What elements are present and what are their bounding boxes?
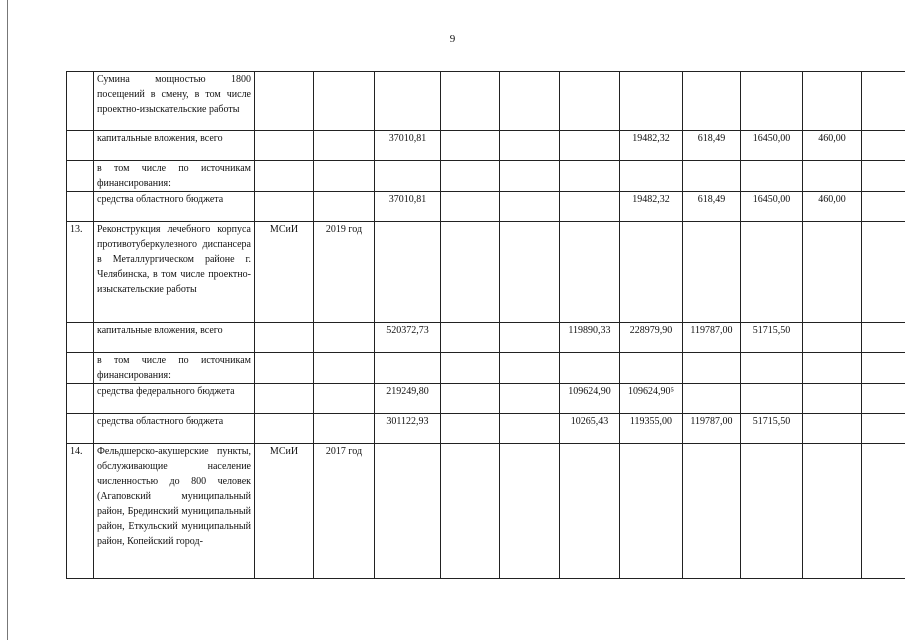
amount-cell: 16450,00 — [741, 131, 803, 161]
executor-cell: МСиИ — [255, 222, 314, 323]
amount-cell — [441, 384, 500, 414]
description-cell: Фельдшерско-акушерские пункты, обслуживающие население численностью до 800 человек (Агаповский муниципальный район, Брединский муниципальный район, Еткульский муниципальный район, Копейский город- — [94, 444, 255, 579]
amount-cell — [620, 353, 683, 384]
amount-cell — [741, 444, 803, 579]
amount-cell — [441, 222, 500, 323]
amount-cell: 51715,50 — [741, 323, 803, 353]
amount-cell: 109624,90 — [560, 384, 620, 414]
amount-cell: 119787,00 — [683, 414, 741, 444]
executor-cell — [255, 353, 314, 384]
description-cell: в том числе по источникам финансирования: — [94, 161, 255, 192]
amount-cell — [683, 72, 741, 131]
amount-cell — [862, 192, 905, 222]
amount-cell — [500, 192, 560, 222]
period-cell — [314, 192, 375, 222]
row-number-cell — [67, 414, 94, 444]
amount-cell: 37010,81 — [375, 192, 441, 222]
row-number-cell — [67, 72, 94, 131]
amount-cell: 618,49 — [683, 192, 741, 222]
amount-cell — [500, 131, 560, 161]
executor-cell — [255, 161, 314, 192]
amount-cell — [620, 222, 683, 323]
period-cell — [314, 161, 375, 192]
period-cell — [314, 323, 375, 353]
amount-cell: 19482,32 — [620, 192, 683, 222]
table-row — [67, 384, 905, 414]
amount-cell — [500, 384, 560, 414]
amount-cell — [803, 384, 862, 414]
amount-cell — [500, 444, 560, 579]
amount-cell — [741, 72, 803, 131]
amount-cell: 19482,32 — [620, 131, 683, 161]
description-cell: средства федерального бюджета — [94, 384, 255, 414]
amount-cell — [441, 131, 500, 161]
amount-cell: 119355,00 — [620, 414, 683, 444]
executor-cell — [255, 384, 314, 414]
amount-cell — [741, 384, 803, 414]
amount-cell — [803, 161, 862, 192]
executor-cell — [255, 414, 314, 444]
amount-cell — [375, 161, 441, 192]
row-number-cell — [67, 192, 94, 222]
description-cell: средства областного бюджета — [94, 414, 255, 444]
executor-cell — [255, 323, 314, 353]
table-body — [67, 72, 905, 579]
amount-cell — [803, 414, 862, 444]
amount-cell: 51715,50 — [741, 414, 803, 444]
row-number-cell: 13. — [67, 222, 94, 323]
row-number-cell — [67, 161, 94, 192]
amount-cell — [500, 161, 560, 192]
period-cell — [314, 353, 375, 384]
amount-cell — [375, 72, 441, 131]
amount-cell — [683, 161, 741, 192]
table-row — [67, 444, 905, 579]
period-cell — [314, 384, 375, 414]
amount-cell — [683, 444, 741, 579]
amount-cell — [741, 222, 803, 323]
row-number-cell — [67, 384, 94, 414]
row-number-cell: 14. — [67, 444, 94, 579]
row-number-cell — [67, 323, 94, 353]
amount-cell: 10265,43 — [560, 414, 620, 444]
amount-cell — [862, 414, 905, 444]
amount-cell — [441, 353, 500, 384]
executor-cell — [255, 72, 314, 131]
row-number-cell — [67, 131, 94, 161]
amount-cell — [862, 222, 905, 323]
amount-cell: 228979,90 — [620, 323, 683, 353]
executor-cell — [255, 192, 314, 222]
amount-cell — [500, 222, 560, 323]
amount-cell — [375, 222, 441, 323]
amount-cell — [741, 161, 803, 192]
amount-cell — [560, 131, 620, 161]
amount-cell — [560, 161, 620, 192]
investment-table — [66, 71, 905, 579]
amount-cell — [441, 72, 500, 131]
amount-cell — [862, 323, 905, 353]
description-cell: капитальные вложения, всего — [94, 131, 255, 161]
amount-cell — [375, 444, 441, 579]
amount-cell: 301122,93 — [375, 414, 441, 444]
amount-cell — [862, 444, 905, 579]
amount-cell — [683, 353, 741, 384]
table-row — [67, 222, 905, 323]
amount-cell — [803, 444, 862, 579]
amount-cell: 109624,90⁵ — [620, 384, 683, 414]
amount-cell — [803, 323, 862, 353]
amount-cell — [560, 444, 620, 579]
table-row — [67, 323, 905, 353]
amount-cell — [500, 353, 560, 384]
amount-cell — [803, 353, 862, 384]
amount-cell — [862, 72, 905, 131]
period-cell: 2019 год — [314, 222, 375, 323]
amount-cell: 119787,00 — [683, 323, 741, 353]
amount-cell: 460,00 — [803, 131, 862, 161]
amount-cell — [683, 222, 741, 323]
table-row — [67, 72, 905, 131]
description-cell: Сумина мощностью 1800 посещений в смену, в том числе проектно-изыскательские работы — [94, 72, 255, 131]
amount-cell — [560, 192, 620, 222]
amount-cell — [620, 161, 683, 192]
amount-cell — [862, 353, 905, 384]
amount-cell — [441, 414, 500, 444]
description-cell: в том числе по источникам финансирования: — [94, 353, 255, 384]
executor-cell — [255, 131, 314, 161]
amount-cell: 618,49 — [683, 131, 741, 161]
amount-cell — [441, 192, 500, 222]
description-cell: капитальные вложения, всего — [94, 323, 255, 353]
description-cell: Реконструкция лечебного корпуса противотуберкулезного диспансера в Металлургическом районе г. Челябинска, в том числе проектно-изыскательские работы — [94, 222, 255, 323]
amount-cell — [862, 161, 905, 192]
amount-cell — [441, 444, 500, 579]
table-row — [67, 353, 905, 384]
amount-cell — [500, 323, 560, 353]
amount-cell — [620, 72, 683, 131]
amount-cell — [803, 222, 862, 323]
table-row — [67, 161, 905, 192]
amount-cell: 219249,80 — [375, 384, 441, 414]
amount-cell — [683, 384, 741, 414]
amount-cell: 119890,33 — [560, 323, 620, 353]
page-number: 9 — [449, 33, 456, 45]
period-cell — [314, 131, 375, 161]
amount-cell — [741, 353, 803, 384]
amount-cell: 16450,00 — [741, 192, 803, 222]
amount-cell — [441, 161, 500, 192]
amount-cell — [500, 414, 560, 444]
page-left-edge — [7, 0, 8, 640]
amount-cell — [441, 323, 500, 353]
period-cell — [314, 414, 375, 444]
period-cell — [314, 72, 375, 131]
amount-cell: 37010,81 — [375, 131, 441, 161]
amount-cell — [803, 72, 862, 131]
amount-cell — [375, 353, 441, 384]
amount-cell — [862, 131, 905, 161]
period-cell: 2017 год — [314, 444, 375, 579]
executor-cell: МСиИ — [255, 444, 314, 579]
amount-cell: 520372,73 — [375, 323, 441, 353]
amount-cell — [500, 72, 560, 131]
row-number-cell — [67, 353, 94, 384]
amount-cell — [560, 222, 620, 323]
table-row — [67, 131, 905, 161]
amount-cell: 460,00 — [803, 192, 862, 222]
amount-cell — [620, 444, 683, 579]
amount-cell — [560, 353, 620, 384]
description-cell: средства областного бюджета — [94, 192, 255, 222]
amount-cell — [560, 72, 620, 131]
table-row — [67, 414, 905, 444]
amount-cell — [862, 384, 905, 414]
table-row — [67, 192, 905, 222]
